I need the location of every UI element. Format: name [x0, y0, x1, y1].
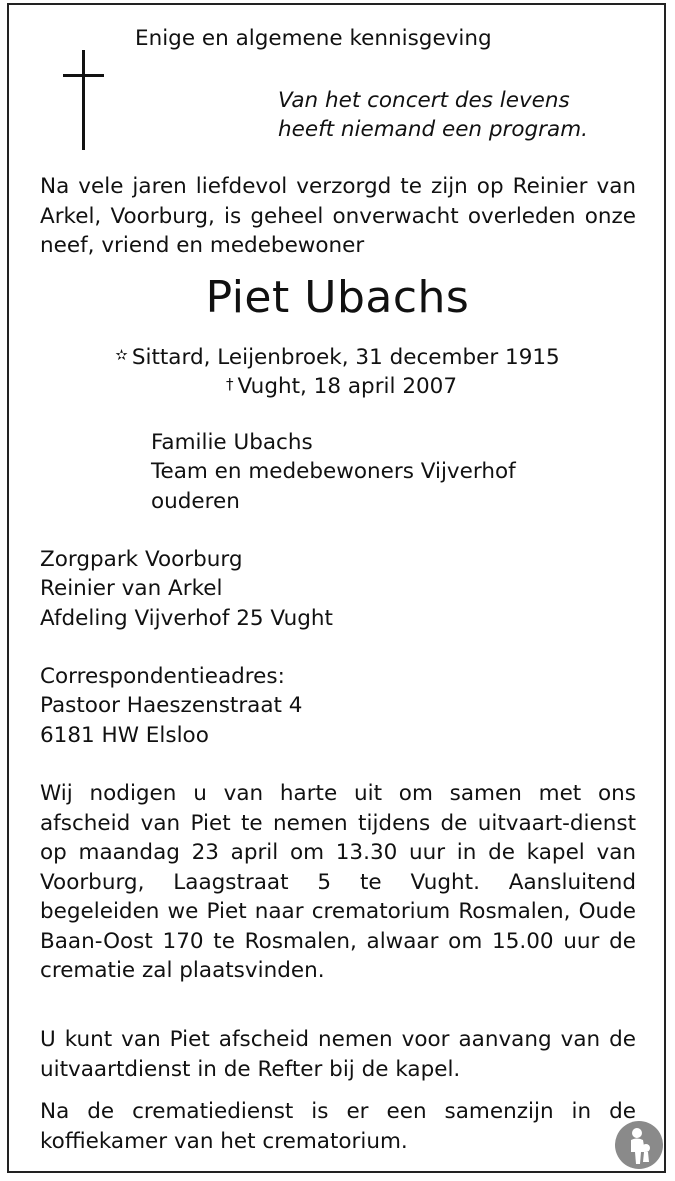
family-line: Team en medebewoners Vijverhof [151, 459, 516, 485]
address-line: Afdeling Vijverhof 25 Vught [40, 605, 333, 631]
death-line [0, 370, 675, 401]
quote-line: heeft niemand een program. [278, 117, 588, 142]
birth-line [0, 341, 675, 372]
farewell-paragraph: U kunt van Piet afscheid nemen voor aanvang van de uitvaartdienst in de Refter bij de kapel. [40, 1027, 636, 1082]
address-line: Reinier van Arkel [40, 576, 223, 602]
star-icon: ✫ [115, 346, 128, 364]
family-line: Familie Ubachs [151, 430, 313, 455]
death-text: Vught, 18 april 2007 [237, 374, 458, 399]
address-line: Pastoor Haeszenstraat 4 [40, 693, 303, 719]
address-line: Correspondentieadres: [40, 664, 285, 689]
publisher-logo-icon [615, 1121, 663, 1169]
dagger-icon: † [225, 375, 234, 393]
intro-text: Na vele jaren liefdevol verzorgd te zijn op Reinier van Arkel, Voorburg, is geheel onverwacht overleden onze neef, vriend en medebewoner [40, 174, 636, 258]
service-paragraph: Wij nodigen u van harte uit om samen met ons afscheid van Piet te nemen tijdens de uitvaart-dienst op maandag 23 april om 13.30 uur in de kapel van Voorburg, Laagstraat 5 te Vught. Aansluitend begeleiden we Piet naar crematorium Rosmalen, Oude Baan-Oost 170 te Rosmalen, alwaar om 15.00 uur de crematie zal plaatsvinden. [40, 781, 636, 983]
deceased-name: Piet Ubachs [205, 272, 470, 323]
address-line: 6181 HW Elsloo [40, 722, 209, 748]
residence-address [40, 545, 333, 633]
correspondence-address [40, 662, 302, 750]
gathering-paragraph: Na de crematiedienst is er een samenzijn in de koffiekamer van het crematorium. [40, 1099, 636, 1154]
family-line: ouderen [151, 488, 240, 514]
birth-text: Sittard, Leijenbroek, 31 december 1915 [131, 345, 560, 370]
notice-heading: Enige en algemene kennisgeving [135, 26, 492, 51]
quote [278, 86, 588, 144]
quote-line: Van het concert des levens [278, 88, 570, 113]
family-signatures [151, 428, 516, 516]
address-line: Zorgpark Voorburg [40, 547, 243, 572]
